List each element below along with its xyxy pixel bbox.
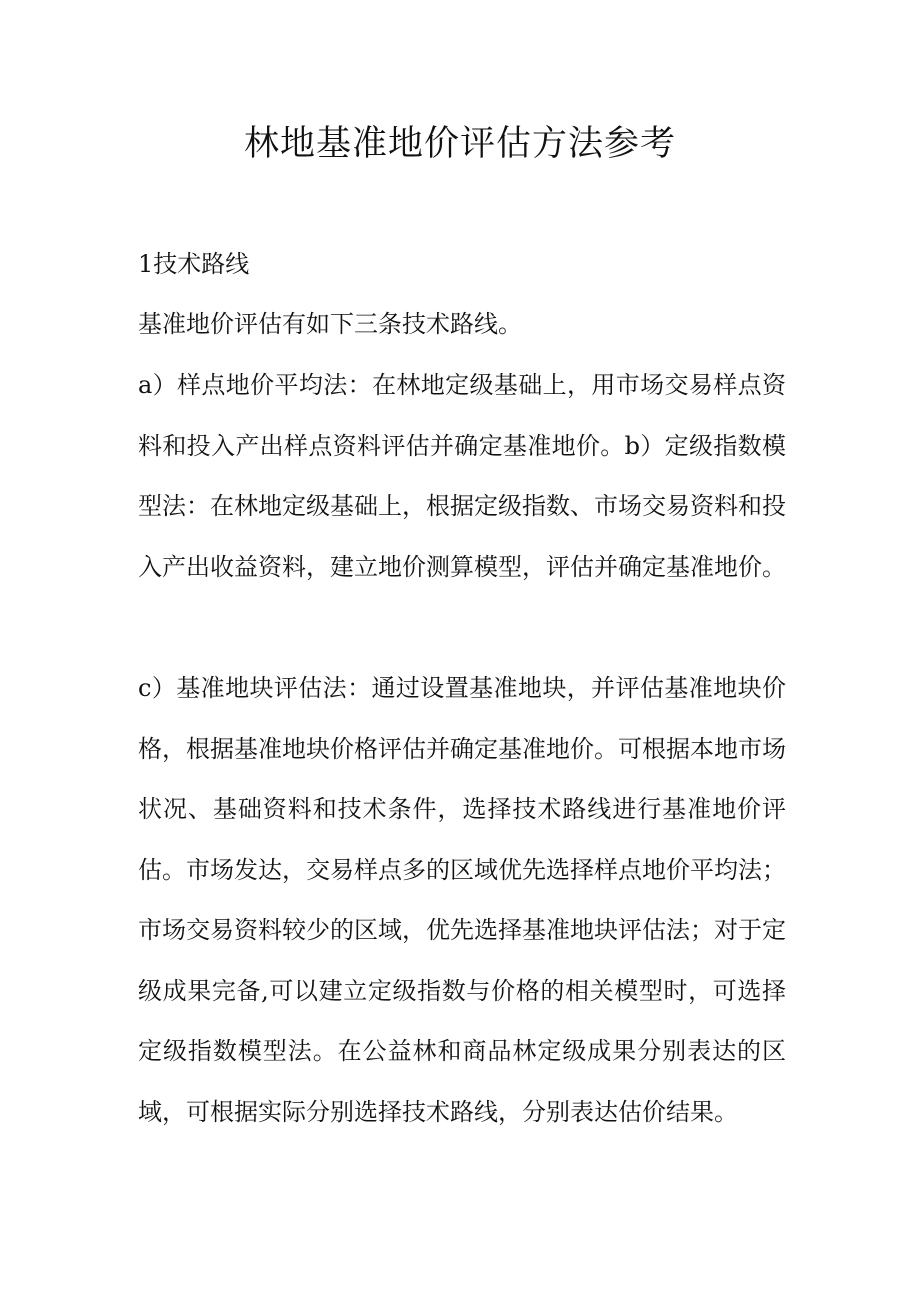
paragraph-methods-a-b: a）样点地价平均法：在林地定级基础上，用市场交易样点资料和投入产出样点资料评估并确定基准地价。b）定级指数模型法：在林地定级基础上，根据定级指数、市场交易资料和投入产出收益资料，建立地价测算模型，评估并确定基准地价。 xyxy=(138,371,786,581)
section-heading: 1技术路线 xyxy=(138,250,250,278)
paragraph-method-c: c）基准地块评估法：通过设置基准地块，并评估基准地块价格，根据基准地块价格评估并确定基准地价。可根据本地市场状况、基础资料和技术条件，选择技术路线进行基准地价评估。市场发达，交易样点多的区域优先选择样点地价平均法；市场交易资料较少的区域，优先选择基准地块评估法；对于定级成果完备,可以建立定级指数与价格的相关模型时，可选择定级指数模型法。在公益林和商品林定级成果分别表达的区域，可根据实际分别选择技术路线，分别表达估价结果。 xyxy=(138,674,786,1126)
paragraph-intro: 基准地价评估有如下三条技术路线。 xyxy=(138,310,522,338)
document-title: 林地基准地价评估方法参考 xyxy=(243,124,676,164)
